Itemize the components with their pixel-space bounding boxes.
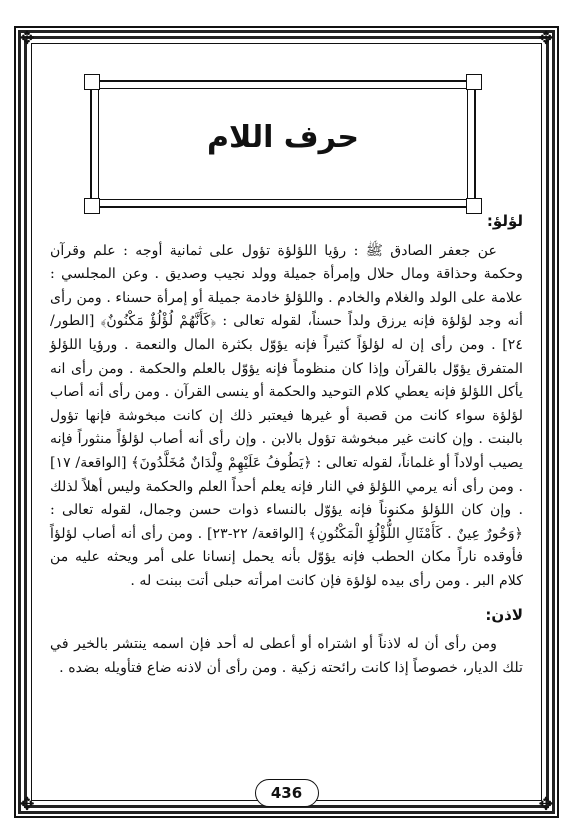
frame-corner-icon bbox=[84, 74, 100, 90]
chapter-title: حرف اللام bbox=[207, 120, 359, 155]
entry-text: ومن رأى أن له لاذناً أو اشتراه أو أعطى له أحد فإن اسمه ينتشر بالخير في تلك الديار، خصوصاً إذا كانت رائحته زكية . ومن رأى أن لاذنه ضاع فتأويله بضده . bbox=[50, 636, 523, 676]
entry-heading: لؤلؤ: bbox=[486, 212, 523, 230]
entry-text: عن جعفر الصادق ﷺ : رؤيا اللؤلؤة تؤول على ثمانية أوجه : علم وقرآن وحكمة وحذاقة ومال حلال وإمرأة جميلة وولد نجيب وصديق . وعن المجلسي : علامة على الولد والغلام والخادم . واللؤلؤ خادمة جميلة أو إمرأة حسناء . ومن رأى أنه وجد لؤلؤة فإنه يرزق ولداً حسناً، لقوله تعالى : ﴿كَأَنَّهُمْ لُؤْلُؤٌ مَكْنُونٌ﴾ [الطور/ ٢٤] . ومن رأى إن له لؤلؤاً كثيراً فإنه يؤوّل بكثرة المال والنعمة . ورؤيا اللؤلؤ المتفرق يؤوّل بالقرآن وإذا كان منظوماً فإنه يؤوّل بالعلم والحكمة . ومن رأى انه يأكل اللؤلؤ فإنه يعطي كلام التوحيد والحكمة أو ينسى القرآن . ومن رأى أنه أصاب لؤلؤة سواء كانت من قصبة أو غيرها فيعتبر ذلك إن كانت مبخوشة فإنها تؤول بالبنت . وإن كانت غير مبخوشة تؤول بالابن . وإن رأى أنه أصاب لؤلؤاً منثوراً فإنه يصيب أولاداً أو غلماناً، لقوله تعالى : ﴿يَطُوفُ عَلَيْهِمْ وِلْدَانٌ مُخَلَّدُونَ﴾ [الواقعة/ ١٧] . ومن رأى أنه يرمي اللؤلؤ في النار فإنه يعلم أحداً العلم والحكمة وليس أهلاً لذلك . وإن كان اللؤلؤ مكنوناً فإنه يؤوّل بالنساء ذوات حسن وجمال، لقوله تعالى : ﴿وَحُورٌ عِينٌ . كَأَمْثَالِ اللُّؤْلُؤِ الْمَكْنُونِ﴾ [الواقعة/ ٢٢-٢٣] . ومن رأى أنه أصاب لؤلؤاً فأوقده ناراً مكان الحطب فإنه يؤوّل بأنه يحمل إنسانا على أمر ويحثه عليه من كلام البر . ومن رأى بيده لؤلؤة فإن كانت امرأته حبلى أتت ببنت له . bbox=[50, 242, 523, 589]
page-number-footer bbox=[0, 779, 573, 807]
page-number: 436 bbox=[255, 779, 319, 807]
corner-ornament-icon: ✥ bbox=[19, 794, 35, 815]
page-body bbox=[50, 210, 523, 680]
corner-ornament-icon: ✥ bbox=[538, 794, 554, 815]
frame-corner-icon bbox=[466, 74, 482, 90]
corner-ornament-icon: ✥ bbox=[538, 28, 554, 49]
entry-heading: لاذن: bbox=[485, 605, 523, 624]
chapter-title-frame bbox=[90, 80, 476, 208]
corner-ornament-icon: ✥ bbox=[19, 28, 35, 49]
